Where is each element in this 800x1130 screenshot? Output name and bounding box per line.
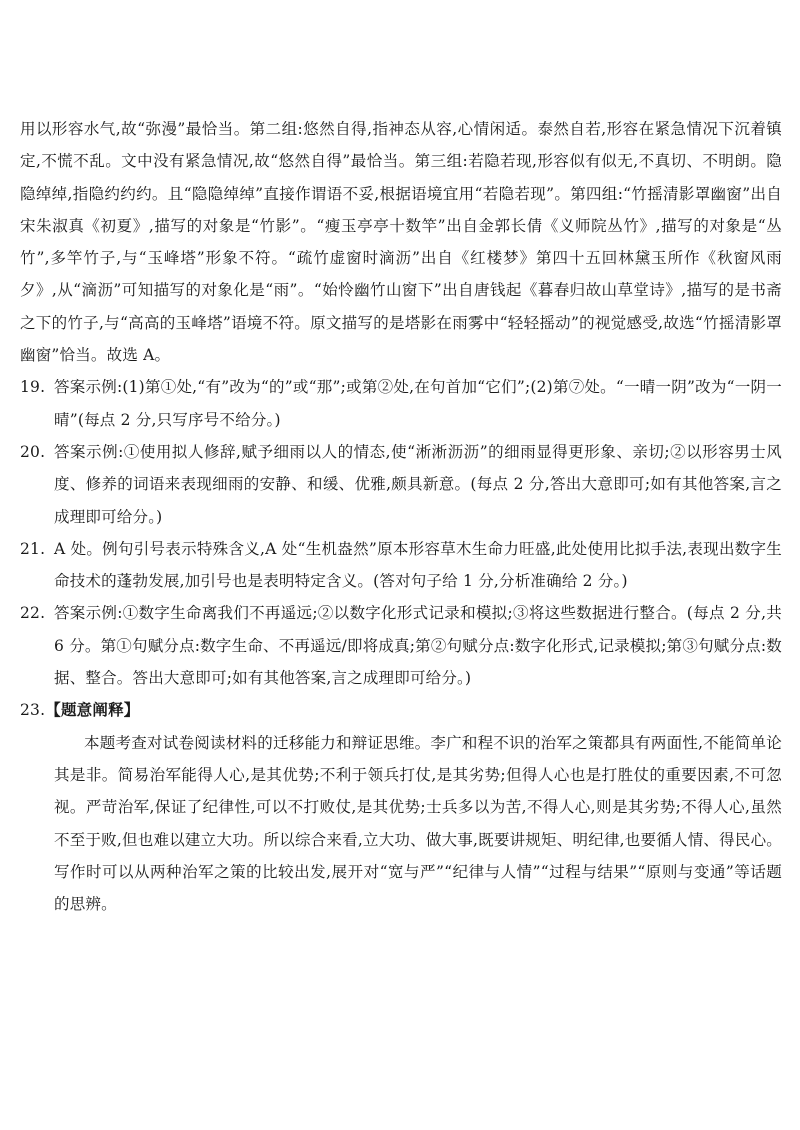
answer-19	[20, 371, 782, 436]
question-18-continuation: 用以形容水气,故“弥漫”最恰当。第二组:悠然自得,指神态从容,心情闲适。泰然自若,形容在紧急情况下沉着镇定,不慌不乱。文中没有紧急情况,故“悠然自得”最恰当。第三组:若隐若现,形容似有似无,不真切、不明朗。隐隐绰绰,指隐约约约。且“隐隐绰绰”直接作谓语不妥,根据语境宜用“若隐若现”。第四组:“竹摇清影罩幽窗”出自宋朱淑真《初夏》,描写的对象是“竹影”。“瘦玉亭亭十数竿”出自金郭长倩《义师院丛竹》,描写的对象是“丛竹”,多竿竹子,与“玉峰塔”形象不符。“疏竹虚窗时滴沥”出自《红楼梦》第四十五回林黛玉所作《秋窗风雨夕》,从“滴沥”可知描写的对象化是“雨”。“始怜幽竹山窗下”出自唐钱起《暮春归故山草堂诗》,描写的是书斋之下的竹子,与“高高的玉峰塔”语境不符。原文描写的是塔影在雨雾中“轻轻摇动”的视觉感受,故选“竹摇清影罩幽窗”恰当。故选 A。	[20, 120, 782, 365]
answer-22	[20, 597, 782, 694]
answer-20	[20, 436, 782, 533]
answer-20-text: 答案示例:①使用拟人修辞,赋予细雨以人的情态,使“淅淅沥沥”的细雨显得更形象、亲切;②以形容男士风度、修养的词语来表现细雨的安静、和缓、优雅,颇具新意。(每点 2 分,答出大意即可;如有其他答案,言之成理即可给分。)	[54, 442, 782, 526]
page-content	[20, 113, 782, 920]
answer-20-number: 20.	[20, 442, 46, 461]
answer-21-number: 21.	[20, 539, 46, 558]
answer-23-explanation: 本题考查对试卷阅读材料的迁移能力和辩证思维。李广和程不识的治军之策都具有两面性,不能简单论其是非。简易治军能得人心,是其优势;不利于领兵打仗,是其劣势;但得人心也是打胜仗的重要因素,不可忽视。严苛治军,保证了纪律性,可以不打败仗,是其优势;士兵多以为苦,不得人心,则是其劣势;不得人心,虽然不至于败,但也难以建立大功。所以综合来看,立大功、做大事,既要讲规矩、明纪律,也要循人情、得民心。写作时可以从两种治军之策的比较出发,展开对“宽与严”“纪律与人情”“过程与结果”“原则与变通”等话题的思辨。	[54, 733, 782, 914]
answer-22-number: 22.	[20, 604, 46, 623]
answer-21	[20, 533, 782, 598]
answer-21-text: A 处。例句引号表示特殊含义,A 处“生机盎然”原本形容草木生命力旺盛,此处使用比拟手法,表现出数字生命技术的蓬勃发展,加引号也是表明特定含义。(答对句子给 1 分,分析准确给 2 分。)	[54, 539, 782, 591]
answer-19-number: 19.	[20, 378, 46, 397]
answer-23-heading-title: 【题意阐释】	[45, 701, 140, 720]
answer-23-heading	[20, 694, 782, 726]
answer-23-number: 23.	[20, 701, 46, 720]
answer-22-text: 答案示例:①数字生命离我们不再遥远;②以数字化形式记录和模拟;③将这些数据进行整合。(每点 2 分,共 6 分。第①句赋分点:数字生命、不再遥远/即将成真;第②句赋分点:数字化形式,记录模拟;第③句赋分点:数据、整合。答出大意即可;如有其他答案,言之成理即可给分。)	[54, 604, 782, 688]
answer-19-text: 答案示例:(1)第①处,“有”改为“的”或“那”;或第②处,在句首加“它们”;(2)第⑦处。“一晴一阴”改为“一阴一晴”(每点 2 分,只写序号不给分。)	[54, 378, 782, 429]
